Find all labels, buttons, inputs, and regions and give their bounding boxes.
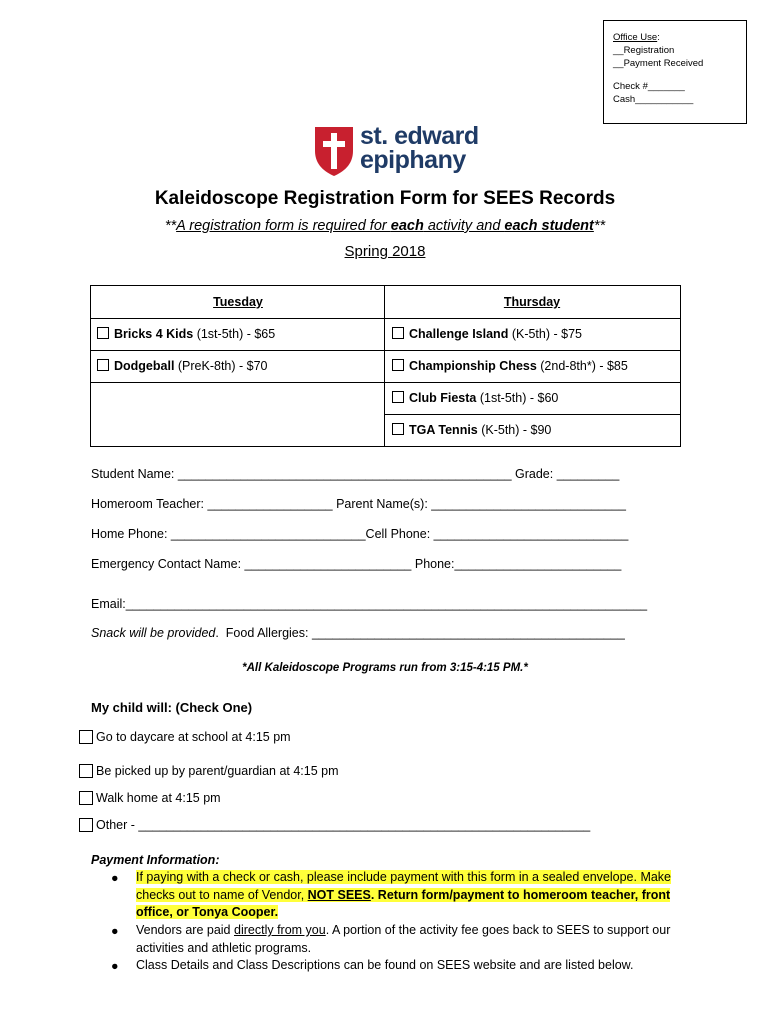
activity-challenge-island[interactable]: Challenge Island (K-5th) - $75 <box>392 326 582 342</box>
activity-dodgeball[interactable]: Dodgeball (PreK-8th) - $70 <box>97 358 268 374</box>
payment-bullet-3: Class Details and Class Descriptions can be found on SEES website and are listed below. <box>136 958 634 972</box>
office-use-label: Office Use <box>613 32 658 43</box>
emergency-contact-field[interactable]: Emergency Contact Name: ________________________ Phone:________________________ <box>91 557 622 571</box>
payment-heading: Payment Information: <box>91 853 220 867</box>
office-cash: Cash___________ <box>613 94 694 105</box>
logo-wordmark <box>360 124 479 172</box>
office-registration: __Registration <box>613 45 675 56</box>
option-picked-up[interactable]: Be picked up by parent/guardian at 4:15 pm <box>79 764 339 778</box>
thursday-header: Thursday <box>503 295 561 309</box>
table-rule <box>90 350 681 351</box>
check-one-heading: My child will: (Check One) <box>91 700 253 715</box>
page-title: Kaleidoscope Registration Form for SEES Records <box>154 188 616 209</box>
logo-line-2: epiphany <box>360 146 466 174</box>
activity-bricks-4-kids[interactable]: Bricks 4 Kids (1st-5th) - $65 <box>97 326 275 342</box>
checkbox-icon[interactable] <box>392 327 404 339</box>
table-rule <box>384 414 681 415</box>
phone-field[interactable]: Home Phone: ____________________________Cell Phone: ____________________________ <box>91 527 629 541</box>
checkbox-icon[interactable] <box>79 791 93 805</box>
checkbox-icon[interactable] <box>79 730 93 744</box>
shield-cross-logo-icon <box>313 125 355 177</box>
checkbox-icon[interactable] <box>79 764 93 778</box>
checkbox-icon[interactable] <box>392 423 404 435</box>
checkbox-icon[interactable] <box>392 391 404 403</box>
bullet-icon: ● <box>111 959 119 973</box>
payment-bullet-1: If paying with a check or cash, please include payment with this form in a sealed envelope. Make checks out to name of Vendor, NOT SEES. Return form/payment to homeroom teacher, front office, or Tonya Cooper. <box>136 870 672 919</box>
semester: Spring 2018 <box>344 243 426 260</box>
payment-bullet-2: Vendors are paid directly from you. A portion of the activity fee goes back to SEES to support our activities and athletic programs. <box>136 923 671 955</box>
student-name-field[interactable]: Student Name: ________________________________________________ Grade: _________ <box>91 467 620 481</box>
checkbox-icon[interactable] <box>97 359 109 371</box>
checkbox-icon[interactable] <box>392 359 404 371</box>
option-other[interactable]: Other - _________________________________________________________________ <box>79 818 590 832</box>
checkbox-icon[interactable] <box>97 327 109 339</box>
tuesday-header: Tuesday <box>213 295 263 309</box>
activity-club-fiesta[interactable]: Club Fiesta (1st-5th) - $60 <box>392 390 558 406</box>
bullet-icon: ● <box>111 924 119 938</box>
program-time-note: *All Kaleidoscope Programs run from 3:15-4:15 PM.* <box>242 662 528 674</box>
office-check: Check #_______ <box>613 81 685 92</box>
table-rule <box>90 382 681 383</box>
table-rule <box>90 318 681 319</box>
subtitle: **A registration form is required for each activity and each student** <box>164 218 606 234</box>
food-allergies-field[interactable]: Snack will be provided. Food Allergies: _____________________________________________ <box>91 626 625 640</box>
activity-championship-chess[interactable]: Championship Chess (2nd-8th*) - $85 <box>392 358 628 374</box>
checkbox-icon[interactable] <box>79 818 93 832</box>
option-walk-home[interactable]: Walk home at 4:15 pm <box>79 791 221 805</box>
office-payment: __Payment Received <box>613 58 704 69</box>
table-column-divider <box>384 285 385 447</box>
office-use-box: Office Use: __Registration __Payment Received Check #_______ Cash___________ <box>603 20 747 124</box>
email-field[interactable]: Email:___________________________________________________________________________ <box>91 597 648 611</box>
bullet-icon: ● <box>111 871 119 885</box>
homeroom-parent-field[interactable]: Homeroom Teacher: __________________ Parent Name(s): ____________________________ <box>91 497 626 511</box>
option-daycare[interactable]: Go to daycare at school at 4:15 pm <box>79 730 291 744</box>
logo-line-1: st. edward <box>360 122 479 150</box>
activity-tga-tennis[interactable]: TGA Tennis (K-5th) - $90 <box>392 422 551 438</box>
